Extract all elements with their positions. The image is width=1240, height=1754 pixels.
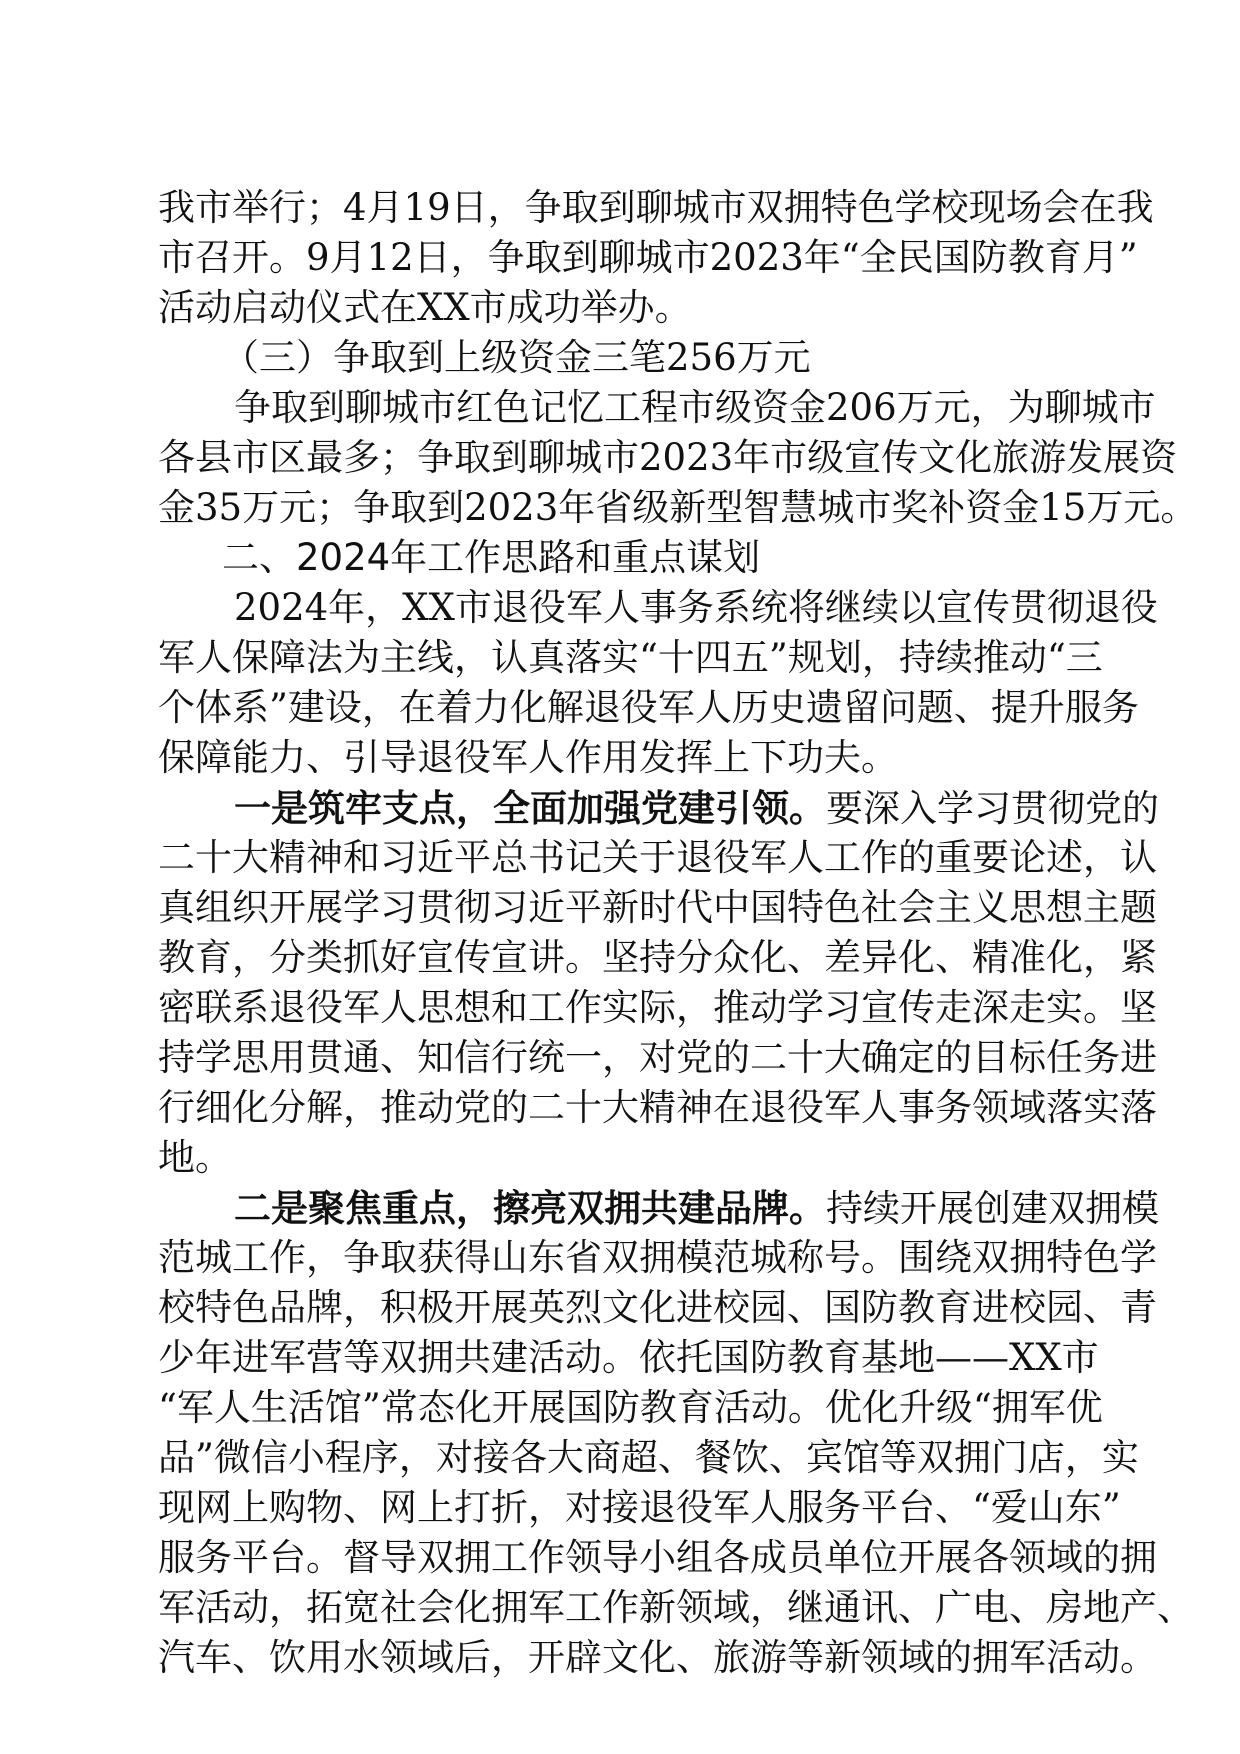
paragraph-line: 我市举行；4月19日，争取到聊城市双拥特色学校现场会在我 [158,186,1154,229]
point2-first-rest: 持续开展创建双拥模 [826,1187,1159,1230]
paragraph-line: 争取到聊城市红色记忆工程市级资金206万元，为聊城市 [234,386,1156,429]
paragraph-line: 金35万元；争取到2023年省级新型智慧城市奖补资金15万元。 [158,486,1198,529]
paragraph-line: 军活动，拓宽社会化拥军工作新领域，继通讯、广电、房地产、 [158,1586,1194,1629]
paragraph-line: 范城工作，争取获得山东省双拥模范城称号。围绕双拥特色学 [158,1236,1157,1279]
paragraph-line: 汽车、饮用水领域后，开辟文化、旅游等新领域的拥军活动。 [158,1636,1157,1679]
point1-bold-lead: 一是筑牢支点，全面加强党建引领。 [234,786,826,830]
paragraph-line: 少年进军营等双拥共建活动。依托国防教育基地——XX市 [158,1336,1099,1379]
paragraph-line: 活动启动仪式在XX市成功举办。 [158,286,692,329]
paragraph-line: 密联系退役军人思想和工作实际，推动学习宣传走深走实。坚 [158,986,1157,1029]
section-heading: （三）争取到上级资金三笔256万元 [222,336,811,379]
part-heading: 二、2024年工作思路和重点谋划 [222,536,761,579]
paragraph-line: 品”微信小程序，对接各大商超、餐饮、宾馆等双拥门店，实 [158,1436,1139,1479]
paragraph-line: “军人生活馆”常态化开展国防教育活动。优化升级“拥军优 [158,1386,1103,1429]
paragraph-line: 校特色品牌，积极开展英烈文化进校园、国防教育进校园、青 [158,1286,1157,1329]
paragraph-line: 行细化分解，推动党的二十大精神在退役军人事务领域落实落 [158,1086,1157,1129]
paragraph-line: 持学思用贯通、知信行统一，对党的二十大确定的目标任务进 [158,1036,1157,1079]
paragraph-line: 现网上购物、网上打折，对接退役军人服务平台、“爱山东” [158,1486,1121,1529]
paragraph-line: 二十大精神和习近平总书记关于退役军人工作的重要论述，认 [158,836,1157,879]
point2-bold-lead: 二是聚焦重点，擦亮双拥共建品牌。 [234,1186,826,1230]
point2-first-line [234,1180,1159,1236]
paragraph-line: 市召开。9月12日，争取到聊城市2023年“全民国防教育月” [158,236,1138,279]
paragraph-line: 2024年，XX市退役军人事务系统将继续以宣传贯彻退役 [234,586,1158,629]
paragraph-line: 各县市区最多；争取到聊城市2023年市级宣传文化旅游发展资 [158,436,1178,479]
paragraph-line: 军人保障法为主线，认真落实“十四五”规划，持续推动“三 [158,636,1103,679]
paragraph-line: 真组织开展学习贯彻习近平新时代中国特色社会主义思想主题 [158,886,1157,929]
paragraph-line: 保障能力、引导退役军人作用发挥上下功夫。 [158,736,898,779]
paragraph-line: 个体系”建设，在着力化解退役军人历史遗留问题、提升服务 [158,686,1139,729]
paragraph-line: 服务平台。督导双拥工作领导小组各成员单位开展各领域的拥 [158,1536,1157,1579]
paragraph-line: 教育，分类抓好宣传宣讲。坚持分众化、差异化、精准化，紧 [158,936,1157,979]
point1-first-rest: 要深入学习贯彻党的 [826,787,1159,830]
point1-first-line [234,780,1159,836]
paragraph-line: 地。 [158,1136,232,1179]
